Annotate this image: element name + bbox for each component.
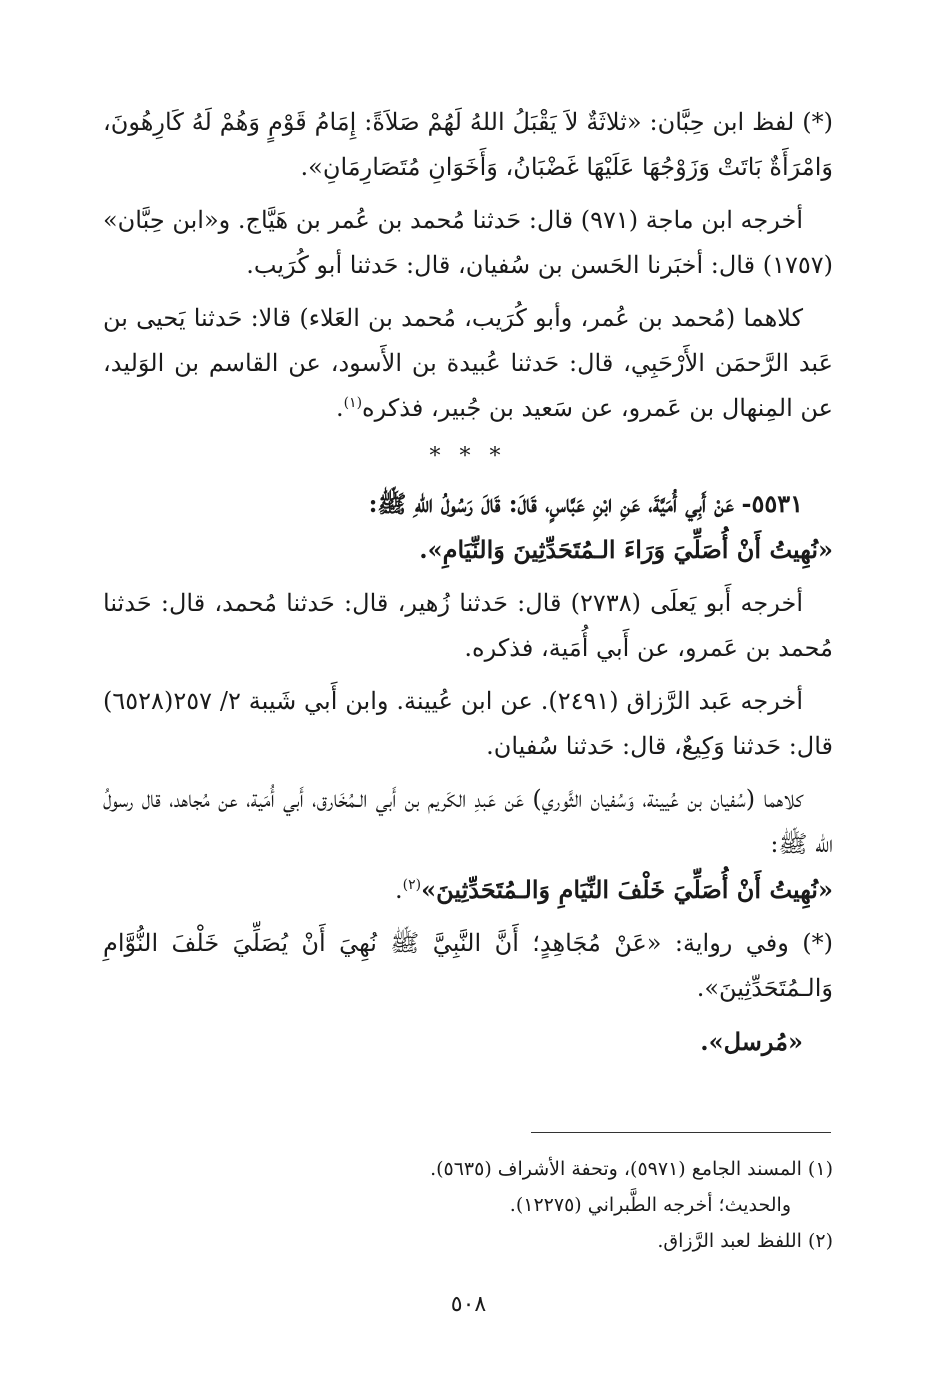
paragraph-text: أخرجه ابن ماجة (٩٧١) قال: حَدثنا مُحمد بن عُمر بن هَيَّاج. و«ابن حِبَّان» (١٧٥٧) قال: أخبَرنا الحَسن بن سُفيان، قال: حَدثنا أبو كُرَيب.	[103, 206, 833, 279]
hadith-quote-2: «نُهِيتُ أَنْ أُصَلِّيَ خَلْفَ النِّيَامِ وَالـمُتَحَدِّثِينَ»	[421, 875, 833, 904]
hadith-heading	[103, 481, 833, 573]
footnote-ref: (٢)	[402, 877, 422, 893]
paragraph-abu-yala	[103, 581, 833, 671]
footnote-1: (١) المسند الجامع (٥٩٧١)، وتحفة الأشراف (٥٦٣٥).	[430, 1158, 833, 1180]
paragraph-text: (*) لفظ ابن حِبَّان: «ثلاثَةٌ لاَ يَقْبَلُ اللهُ لَهُمْ صَلاَةً: إِمَامُ قَوْمٍ وَهُمْ لَهُ كَارِهُونَ، وَامْرَأَةٌ بَاتَتْ وَزَوْجُهَا عَلَيْهَا غَضْبَانُ، وَأَخَوَانِ مُتَصَارِمَانِ».	[103, 108, 833, 181]
footnote-1-continued: والحديث؛ أخرجه الطَّبراني (١٢٢٧٥).	[509, 1194, 791, 1216]
paragraph-isnad: كلاهما (مُحمد بن عُمر، وأبو كُرَيب، مُحمد بن العَلاء) قالا: حَدثنا يَحيى بن عَبد الرَّحمَن الأَرْحَبِي، قال: حَدثنا عُبيدة بن الأَسود، عن القاسم بن الوَليد، عن المِنهال بن عَمرو، عن سَعيد بن جُبير، فذكره$^{(١)}$.	[103, 304, 833, 422]
footnotes	[103, 1152, 833, 1260]
hadith-number: ٥٥٣١-	[741, 489, 803, 518]
hadith-quote: «نُهِيتُ أَنْ أُصَلِّيَ وَرَاءَ الـمُتَحَدِّثِينَ وَالنِّيَامِ».	[419, 535, 833, 564]
footnote-ref: (١)	[343, 395, 363, 411]
footnote-divider	[531, 1132, 831, 1133]
paragraph-abd-al-razzaq	[103, 679, 833, 769]
paragraph-text: كلاهما (مُحمد بن عُمر، وأبو كُرَيب، مُحمد بن العَلاء) قالا: حَدثنا يَحيى بن عَبد الرَّحمَن الأَرْحَبِي، قال: حَدثنا عُبيدة بن الأَسود، عن القاسم بن الوَليد، عن المِنهال بن عَمرو، عن سَعيد بن جُبير، فذكره	[103, 304, 833, 422]
paragraph-riwaya	[103, 921, 833, 1011]
mursal-label: «مُرسل».	[700, 1027, 803, 1056]
paragraph-text: (*) وفي رواية: «عَنْ مُجَاهِدٍ؛ أَنَّ النَّبِيَّ ﷺ نُهِيَ أَنْ يُصَلِّيَ خَلْفَ النُّوَّامِ وَالـمُتَحَدِّثِينَ».	[103, 929, 833, 1002]
footnote-2: (٢) اللفظ لعبد الرَّزاق.	[657, 1230, 833, 1252]
paragraph-text: أخرجه عَبد الرَّزاق (٢٤٩١). عن ابن عُيينة. وابن أَبي شَيبة ٢/ ٢٥٧(٦٥٢٨) قال: حَدثنا وَكِيعٌ، قال: حَدثنا سُفيان.	[103, 687, 833, 760]
paragraph-kilahuma: كلاهما (سُفيان بن عُيينة، وَسُفيان الثَّوري) عَن عَبدِ الكَريم بن أَبي الـمُخَارق، أَبي أُمَية، عن مُجاهد، قال رسولُ الله ﷺ: «نُهِيتُ أَنْ أُصَلِّيَ خَلْفَ النِّيَامِ وَالـمُتَحَدِّثِينَ»$^{(٢)}$.	[103, 785, 833, 904]
paragraph-ibn-hibban-wording	[103, 100, 833, 190]
hadith-text: عَنْ أَبِي أُمَيَّةَ، عَنِ ابْنِ عَبَّاسٍ، قَالَ: قَالَ رَسُولُ اللهِ ﷺ:	[368, 489, 734, 518]
page-number: ٥٠٨	[450, 1292, 487, 1317]
paragraph-mursal	[103, 1019, 833, 1065]
paragraph-text: أخرجه أَبو يَعلَى (٢٧٣٨) قال: حَدثنا زُهير، قال: حَدثنا مُحمد، قال: حَدثنا مُحمد بن عَمرو، عن أَبي أُمَية، فذكره.	[103, 589, 833, 662]
main-text	[103, 100, 833, 1073]
paragraph-takhrij-ibn-majah	[103, 198, 833, 288]
section-separator: * * *	[429, 444, 507, 469]
paragraph-text: كلاهما (سُفيان بن عُيينة، وَسُفيان الثَّوري) عَن عَبدِ الكَريم بن أَبي الـمُخَارق، أَبي أُمَية، عن مُجاهد، قال رسولُ الله ﷺ:	[103, 785, 833, 858]
